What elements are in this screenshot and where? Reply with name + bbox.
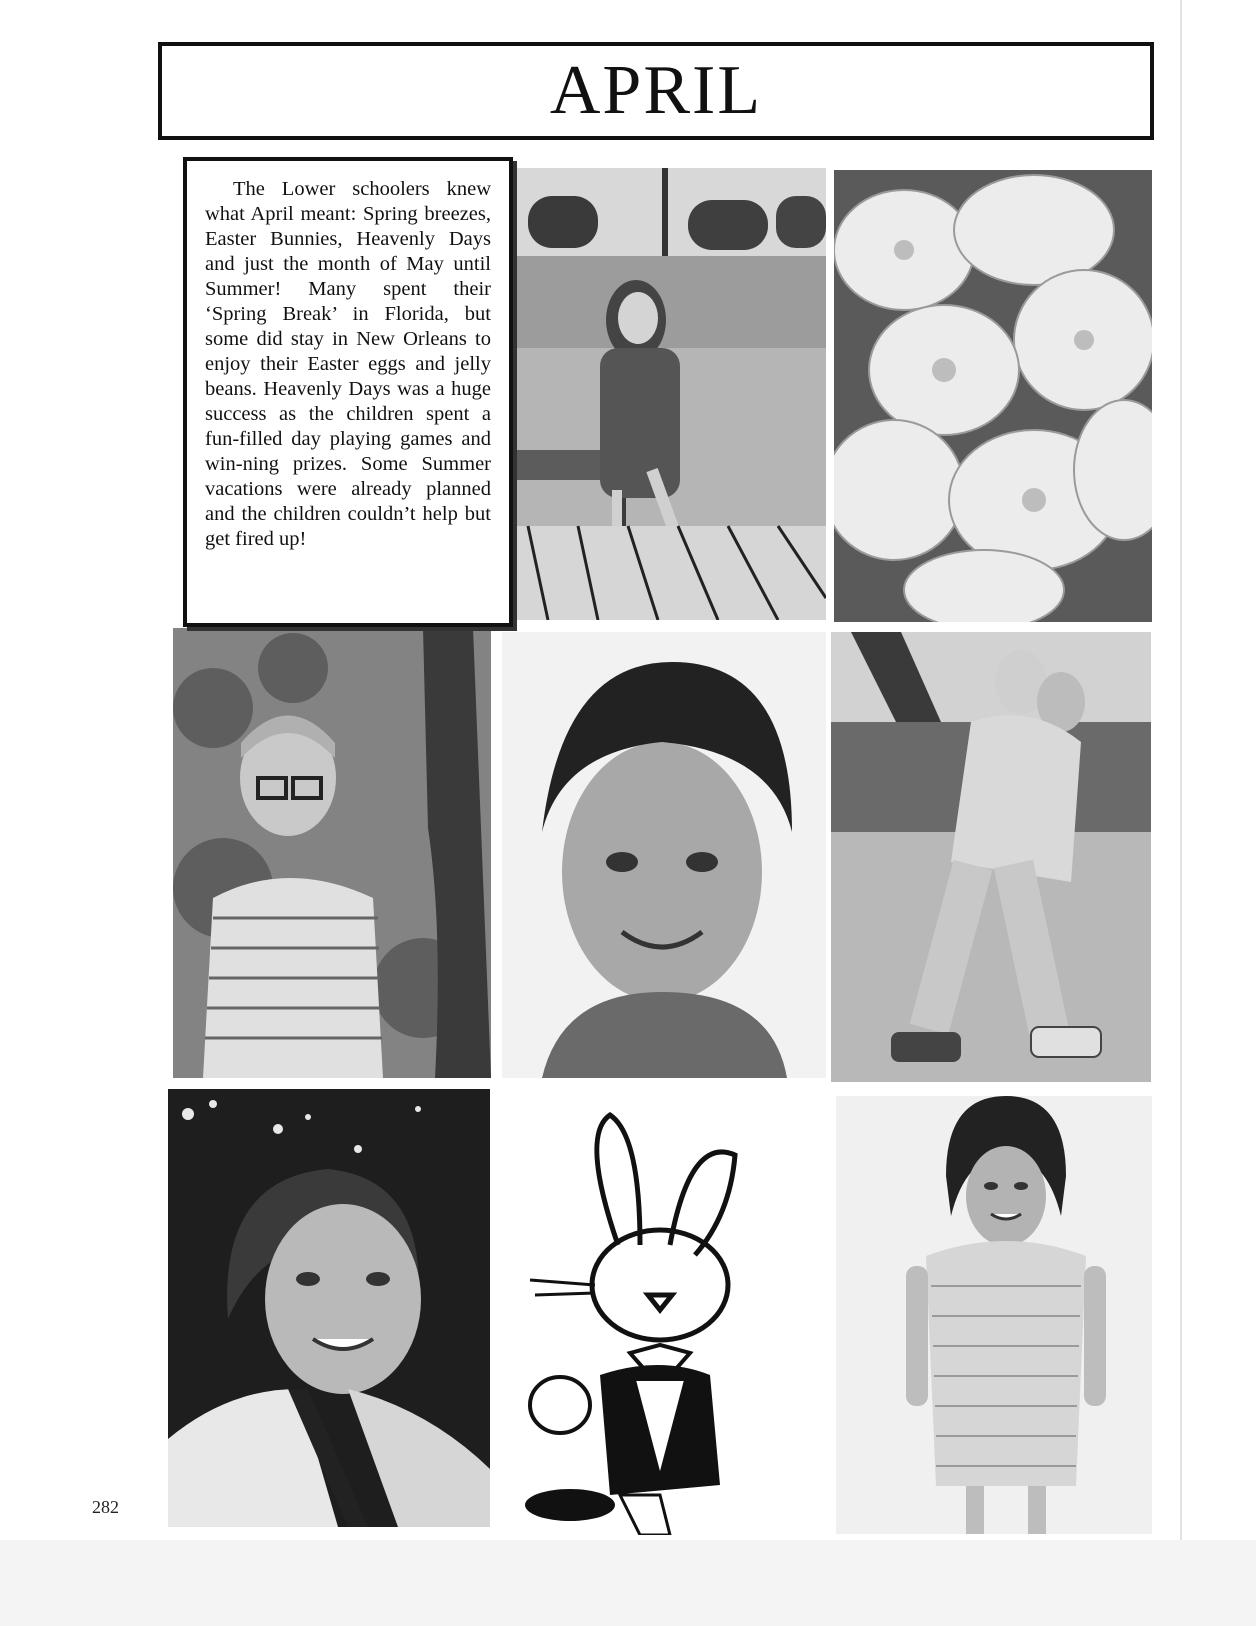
photo-smiling-boy-closeup bbox=[502, 632, 826, 1078]
story-text: The Lower schoolers knew what April meant: Spring breezes, Easter Bunnies, Heavenly Days and just the month of May until Summer! Many spent their ‘Spring Break’ in Florida, but some did stay in New Orleans to enjoy their Easter eggs and jelly beans. Heavenly Days was a huge success as the children spent a fun-filled day playing games and win-ning prizes. Some Summer vacations were already planned and the children couldn’t help but get fired up! bbox=[205, 178, 491, 550]
page-number: 282 bbox=[92, 1497, 119, 1517]
scan-margin bbox=[0, 1540, 1256, 1626]
photo-girl-on-bench bbox=[508, 168, 826, 620]
photo-two-boys-hugging bbox=[831, 632, 1151, 1082]
photo-boy-with-glasses bbox=[173, 628, 491, 1078]
photo-easter-bunny-cartoon bbox=[500, 1095, 828, 1535]
photo-azalea-flowers bbox=[834, 170, 1152, 622]
photo-girl-in-jacket bbox=[168, 1089, 490, 1527]
photo-girl-in-striped-dress bbox=[836, 1096, 1152, 1534]
story-box bbox=[183, 157, 513, 627]
page-title: APRIL bbox=[549, 52, 763, 129]
title-frame bbox=[158, 42, 1154, 140]
page-edge bbox=[1180, 0, 1182, 1540]
